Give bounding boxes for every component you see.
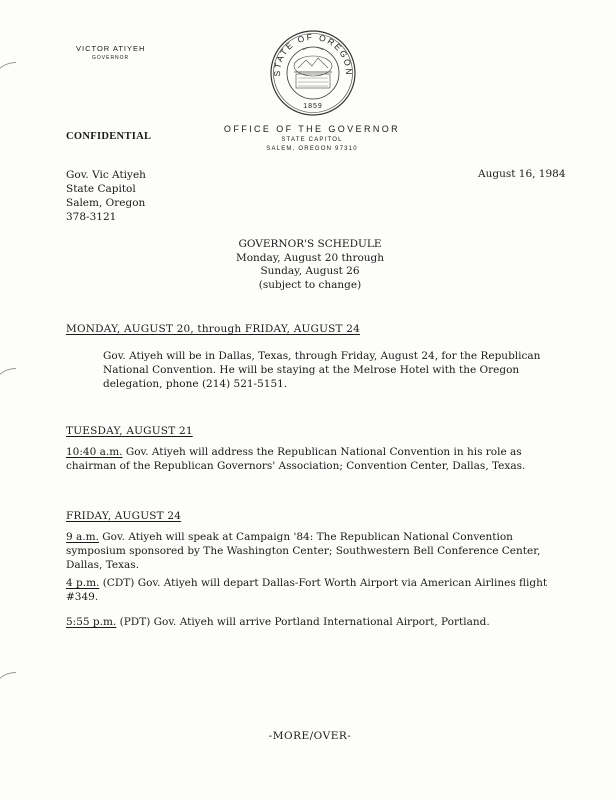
entry-time: 10:40 a.m. [66,446,123,458]
office-line-3: SALEM, OREGON 97310 [266,146,358,152]
sender-address-2: Salem, Oregon [66,197,146,209]
svg-text:STATE OF OREGON [272,32,354,77]
entry-text: (PDT) Gov. Atiyeh will arrive Portland International Airport, Portland. [116,616,490,628]
office-header [212,124,412,152]
schedule-entry-friday-2 [66,576,571,604]
entry-text: Gov. Atiyeh will address the Republican National Convention in his role as chairman of the Republican Governors' Association; Convention Center, Dallas, Texas. [66,446,526,472]
entry-time: 9 a.m. [66,531,99,543]
confidential-label: CONFIDENTIAL [66,131,152,142]
section-heading-tuesday: TUESDAY, AUGUST 21 [66,425,193,437]
schedule-title-line-3: Sunday, August 26 [260,265,360,277]
letterhead-name: VICTOR ATIYEH [76,44,146,53]
entry-time: 5:55 p.m. [66,616,117,628]
sender-name: Gov. Vic Atiyeh [66,169,146,181]
schedule-title-line-2: Monday, August 20 through [235,251,385,264]
schedule-entry-tuesday-1 [66,445,571,473]
entry-time: 4 p.m. [66,577,100,589]
office-line-2: STATE CAPITOL [281,137,343,143]
schedule-title [210,238,410,292]
more-over-footer: -MORE/OVER- [268,730,352,742]
letterhead-role: GOVERNOR [92,55,130,61]
sender-block [66,168,146,224]
office-line-1: OFFICE OF THE GOVERNOR [223,124,401,134]
schedule-entry-friday-3 [66,615,571,629]
sender-phone: 378-3121 [66,211,117,223]
seal-ring-text: STATE OF OREGON [271,31,355,77]
state-seal [268,28,358,118]
section-text-mon-fri: Gov. Atiyeh will be in Dallas, Texas, through Friday, August 24, for the Republican National Convention. He will be staying at the Melrose Hotel with the Oregon delegation, phone (214) 521-5151. [103,350,541,390]
entry-text: (CDT) Gov. Atiyeh will depart Dallas-Fort Worth Airport via American Airlines flight #349. [66,577,548,603]
entry-text: Gov. Atiyeh will speak at Campaign '84: The Republican National Convention symposium sponsored by The Washington Center; Southwestern Bell Conference Center, Dallas, Texas. [66,531,541,571]
letter-date: August 16, 1984 [478,168,566,180]
schedule-title-line-1: GOVERNOR'S SCHEDULE [238,238,382,250]
seal-year: 1859 [303,103,323,110]
section-heading-friday: FRIDAY, AUGUST 24 [66,510,182,522]
section-heading-mon-fri: MONDAY, AUGUST 20, through FRIDAY, AUGUST 24 [66,323,361,335]
sender-address-1: State Capitol [66,183,136,195]
schedule-entry-friday-1 [66,530,571,572]
schedule-title-line-4: (subject to change) [258,278,362,291]
